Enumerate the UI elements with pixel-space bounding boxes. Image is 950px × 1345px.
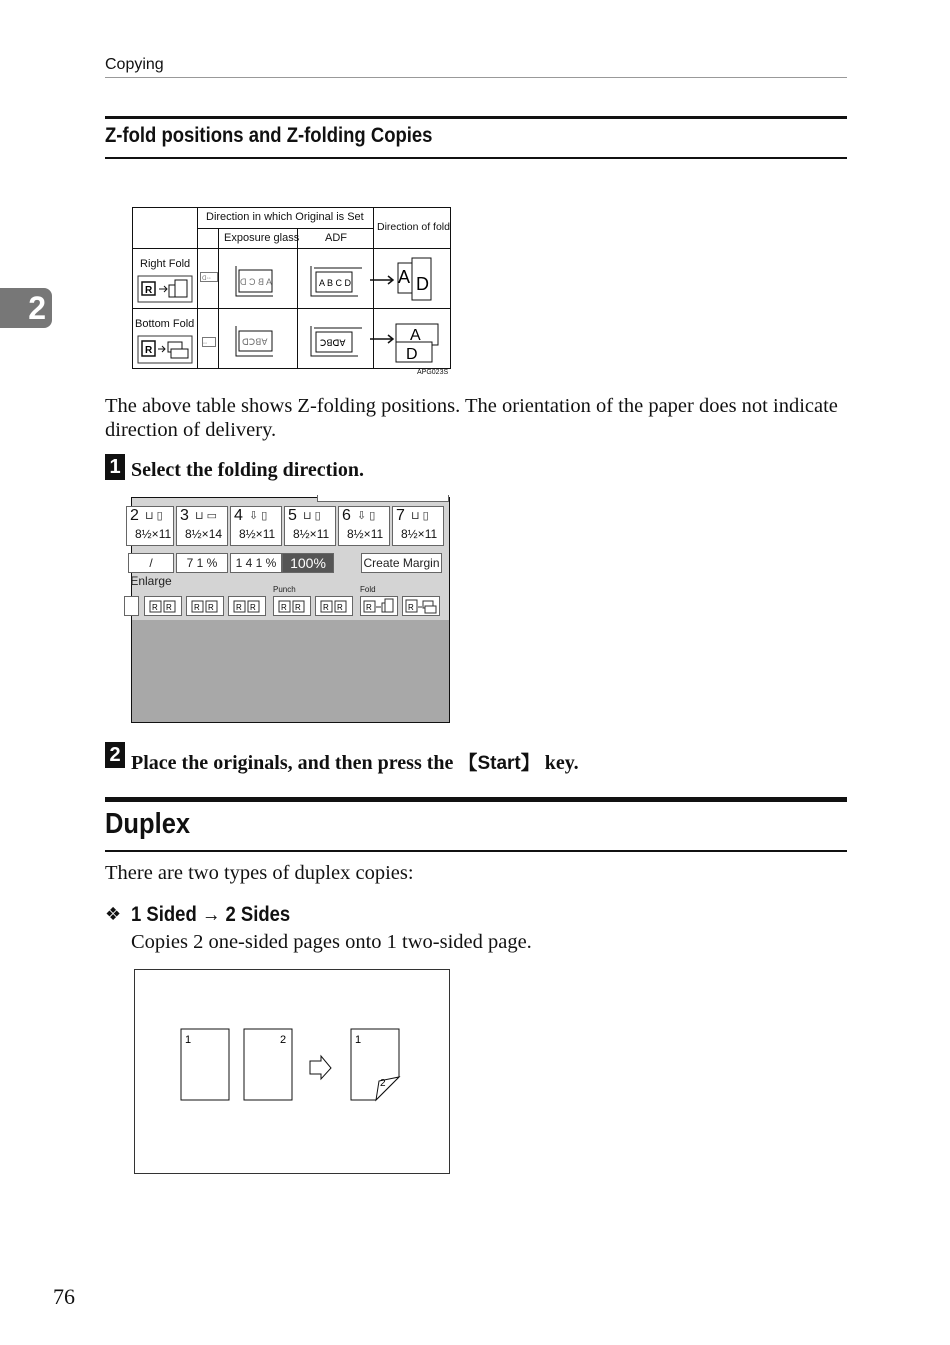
direction-header-cell bbox=[197, 207, 374, 229]
step-2-text-before: Place the originals, and then press the bbox=[131, 752, 459, 774]
tray-icon: ⊔ ▭ bbox=[195, 510, 218, 522]
tray-5-number: 5 bbox=[288, 507, 297, 524]
duplex-type-label: 1 Sided → 2 Sides bbox=[131, 903, 291, 926]
staple-icon bbox=[187, 597, 223, 615]
tray-3-size: 8½×14 bbox=[185, 527, 223, 541]
page-number: 76 bbox=[53, 1284, 75, 1309]
fold-letter-a-bottom: A bbox=[410, 327, 421, 344]
punch-icon bbox=[316, 597, 352, 615]
svg-text:R: R bbox=[337, 603, 343, 612]
bottom-fold-key-icon bbox=[137, 335, 194, 365]
svg-text:R: R bbox=[194, 603, 200, 612]
tray-3-button[interactable] bbox=[176, 506, 228, 546]
figure-code: APG023S bbox=[417, 369, 449, 376]
punch-button-2[interactable] bbox=[315, 596, 353, 616]
tray-6-button[interactable] bbox=[338, 506, 390, 546]
mini-original-icon bbox=[200, 272, 218, 282]
tray-7-number: 7 bbox=[396, 507, 405, 524]
adf-cell bbox=[297, 228, 374, 249]
tray-2-button[interactable] bbox=[126, 506, 174, 546]
right-fold-mini-cell bbox=[197, 248, 219, 309]
finish-option-button[interactable] bbox=[124, 596, 139, 616]
duplex-figure bbox=[134, 969, 450, 1174]
tray-6-number: 6 bbox=[342, 507, 351, 524]
result-front-number: 1 bbox=[355, 1034, 362, 1046]
tray-4-button[interactable] bbox=[230, 506, 282, 546]
duplex-rule-bottom bbox=[105, 850, 847, 852]
tray-7-button[interactable] bbox=[392, 506, 444, 546]
fold-letter-a: A bbox=[398, 267, 411, 287]
punch-label: Punch bbox=[273, 585, 296, 594]
svg-text:R: R bbox=[281, 603, 287, 612]
tray-2-size: 8½×11 bbox=[135, 527, 172, 541]
result-back-number: 2 bbox=[380, 1078, 386, 1089]
page-2-number: 2 bbox=[280, 1034, 287, 1046]
right-fold-label: Right Fold bbox=[140, 258, 191, 270]
staple-icon bbox=[145, 597, 181, 615]
running-header: Copying bbox=[105, 56, 164, 73]
tray-4-size: 8½×11 bbox=[239, 527, 276, 541]
step-2-number: 2 bbox=[105, 742, 125, 768]
section-rule-top bbox=[105, 116, 847, 119]
chapter-tab bbox=[0, 288, 52, 328]
right-fold-icon bbox=[361, 597, 397, 615]
svg-text:R: R bbox=[366, 603, 372, 612]
right-fold-cell bbox=[132, 248, 198, 309]
section-rule-bottom bbox=[105, 157, 847, 159]
svg-text:R: R bbox=[152, 603, 158, 612]
glass-original-icon bbox=[233, 262, 289, 298]
exposure-glass-label: Exposure glass bbox=[224, 232, 300, 244]
step-2-text-after: key. bbox=[539, 752, 579, 774]
svg-text:R: R bbox=[145, 345, 153, 356]
tray-icon: ⊔ ▯ bbox=[145, 510, 163, 522]
svg-text:R: R bbox=[208, 603, 214, 612]
tray-7-size: 8½×11 bbox=[401, 527, 438, 541]
right-fold-button[interactable] bbox=[360, 596, 398, 616]
mini-original-icon-bottom bbox=[202, 337, 216, 347]
svg-text:ᗡ◦◦: ᗡ◦◦ bbox=[202, 276, 211, 282]
tray-6-size: 8½×11 bbox=[347, 527, 384, 541]
bottom-fold-label: Bottom Fold bbox=[135, 318, 195, 330]
tray-4-number: 4 bbox=[234, 507, 243, 524]
page-1-number: 1 bbox=[185, 1034, 192, 1046]
svg-text:R: R bbox=[408, 603, 414, 612]
svg-text:R: R bbox=[323, 603, 329, 612]
svg-text:ꓷꓛꓭꓯ: ꓷꓛꓭꓯ bbox=[242, 337, 268, 347]
step-2-text bbox=[131, 748, 579, 775]
ratio-100-button[interactable]: 100% bbox=[282, 553, 334, 573]
table-corner-cell bbox=[132, 207, 198, 249]
bottom-fold-result-cell bbox=[373, 308, 451, 369]
duplex-type-description: Copies 2 one-sided pages onto 1 two-sided page. bbox=[131, 931, 532, 953]
ratio-141-button[interactable]: 1 4 1 % bbox=[230, 553, 282, 573]
svg-text:R: R bbox=[236, 603, 242, 612]
staple-button-3[interactable] bbox=[228, 596, 266, 616]
start-key-label: Start bbox=[477, 753, 521, 774]
tray-icon: ⇩ ▯ bbox=[357, 510, 376, 522]
step-1-text: Select the folding direction. bbox=[131, 459, 364, 481]
tray-5-button[interactable] bbox=[284, 506, 336, 546]
bottom-fold-result-icon bbox=[374, 313, 450, 367]
fold-direction-cell bbox=[373, 207, 451, 249]
screen-upper-area bbox=[132, 498, 449, 620]
direction-header: Direction in which Original is Set bbox=[206, 211, 364, 223]
reduce-enlarge-button[interactable]: / Enlarge bbox=[128, 553, 174, 573]
glass-text-right: A B C D bbox=[239, 277, 272, 287]
tray-2-number: 2 bbox=[130, 507, 139, 524]
staple-button-2[interactable] bbox=[186, 596, 224, 616]
section-heading: Z-fold positions and Z-folding Copies bbox=[105, 124, 433, 147]
start-key: 【Start】 bbox=[458, 753, 540, 774]
staple-icon bbox=[229, 597, 265, 615]
glass-original-icon-bottom bbox=[233, 322, 289, 358]
adf-label: ADF bbox=[325, 232, 347, 244]
adf-original-icon-bottom bbox=[308, 322, 370, 358]
svg-text:R: R bbox=[295, 603, 301, 612]
arrow-icon bbox=[310, 1056, 331, 1079]
tray-3-number: 3 bbox=[180, 507, 189, 524]
staple-button-1[interactable] bbox=[144, 596, 182, 616]
exposure-glass-cell bbox=[218, 228, 298, 249]
fold-label: Fold bbox=[360, 585, 376, 594]
bottom-fold-glass-cell bbox=[218, 308, 298, 369]
bottom-fold-icon bbox=[403, 597, 439, 615]
punch-button-1[interactable] bbox=[273, 596, 311, 616]
right-fold-adf-cell bbox=[297, 248, 374, 309]
blank-header-cell bbox=[197, 228, 219, 249]
chapter-number: 2 bbox=[28, 290, 46, 326]
svg-text:R: R bbox=[145, 285, 153, 296]
bottom-fold-mini-cell bbox=[197, 308, 219, 369]
punch-icon bbox=[274, 597, 310, 615]
bottom-fold-adf-cell bbox=[297, 308, 374, 369]
duplex-heading: Duplex bbox=[105, 808, 191, 840]
fold-letter-d-bottom: D bbox=[406, 346, 418, 363]
adf-text-right: A B C D bbox=[319, 278, 352, 288]
control-panel-screen bbox=[131, 497, 450, 723]
bottom-fold-cell bbox=[132, 308, 198, 369]
tray-icon: ⇩ ▯ bbox=[249, 510, 268, 522]
right-fold-key-icon bbox=[137, 275, 194, 304]
tray-icon: ⊔ ▯ bbox=[303, 510, 321, 522]
right-fold-glass-cell bbox=[218, 248, 298, 309]
right-fold-result-cell bbox=[373, 248, 451, 309]
create-margin-button[interactable]: Create Margin bbox=[361, 553, 442, 573]
fold-letter-d: D bbox=[416, 274, 429, 294]
duplex-illustration bbox=[135, 970, 449, 1173]
zfold-table bbox=[132, 207, 451, 369]
step-1-number: 1 bbox=[105, 454, 125, 480]
adf-original-icon bbox=[308, 262, 370, 298]
tray-5-size: 8½×11 bbox=[293, 527, 330, 541]
header-rule bbox=[105, 77, 847, 78]
right-fold-result-icon bbox=[374, 253, 450, 307]
svg-text:ꓛꓭꓷꓯ: ꓛꓭꓷꓯ bbox=[320, 338, 346, 348]
ratio-71-button[interactable]: 7 1 % bbox=[176, 553, 228, 573]
bottom-fold-button[interactable] bbox=[402, 596, 440, 616]
svg-text:R: R bbox=[250, 603, 256, 612]
fold-direction-label: Direction of fold bbox=[377, 221, 450, 233]
svg-text:R: R bbox=[166, 603, 172, 612]
screen-top-tabs bbox=[317, 495, 449, 502]
zfold-description: The above table shows Z-folding positions. The orientation of the paper does not indicate direction of delivery. bbox=[105, 395, 838, 441]
duplex-intro: There are two types of duplex copies: bbox=[105, 862, 414, 884]
tray-icon: ⊔ ▯ bbox=[411, 510, 429, 522]
duplex-rule-top bbox=[105, 797, 847, 802]
bullet-icon: ❖ bbox=[105, 904, 122, 925]
svg-text:◦◦: ◦◦ bbox=[203, 341, 208, 347]
